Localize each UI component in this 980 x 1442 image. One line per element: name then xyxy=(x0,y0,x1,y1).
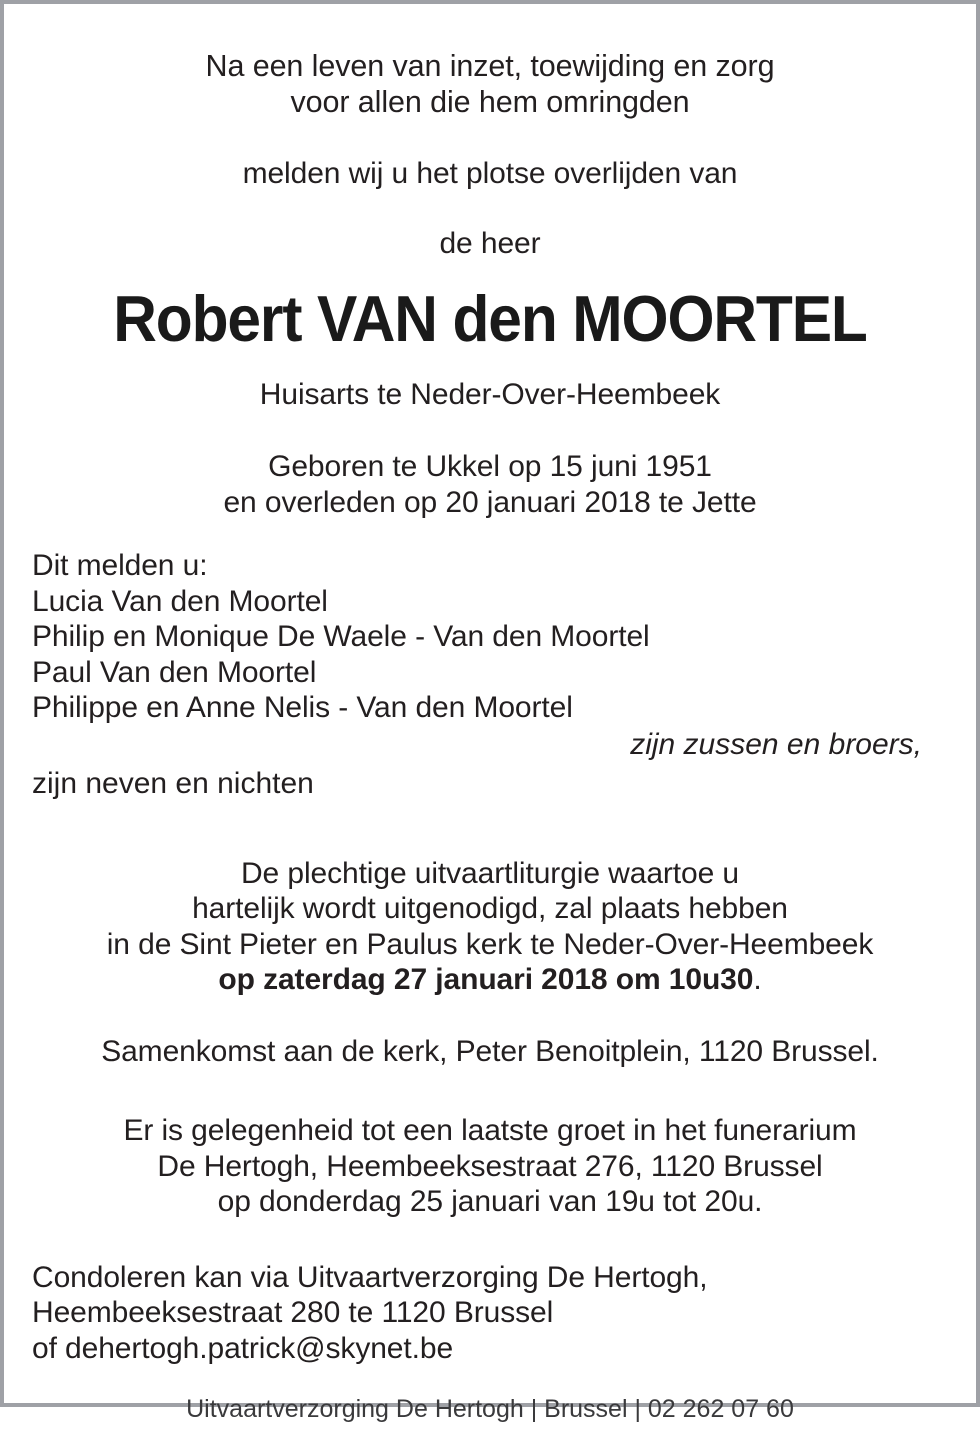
dates-block xyxy=(32,449,948,520)
liturgy-datetime-period: . xyxy=(753,963,762,996)
notice-body xyxy=(4,4,976,1366)
liturgy-line-2: hartelijk wordt uitgenodigd, zal plaats hebben xyxy=(192,892,788,925)
family-member: Paul Van den Moortel xyxy=(32,655,317,689)
announcement-block xyxy=(32,156,948,192)
intro-line-2: voor allen die hem omringden xyxy=(290,85,690,119)
funerarium-block xyxy=(32,1113,948,1220)
deceased-profession: Huisarts te Neder-Over-Heembeek xyxy=(259,378,721,411)
salutation-text: de heer xyxy=(439,226,541,260)
footer-text: Uitvaartverzorging De Hertogh | Brussel | 02 262 07 60 xyxy=(186,1395,794,1423)
liturgy-line-1: De plechtige uitvaartliturgie waartoe u xyxy=(240,856,740,890)
deceased-name: Robert VAN den MOORTEL xyxy=(113,282,867,355)
condolences-block xyxy=(32,1260,948,1367)
family-block xyxy=(32,548,948,802)
funerarium-line-1: Er is gelegenheid tot een laatste groet in het funerarium xyxy=(123,1114,857,1147)
announcement-line-1: melden wij u het plotse overlijden van xyxy=(242,157,738,190)
family-member: Philip en Monique De Waele - Van den Moortel xyxy=(32,620,650,653)
liturgy-datetime-bold: op zaterdag 27 januari 2018 om 10u30 xyxy=(218,963,754,996)
intro-block xyxy=(32,48,948,120)
death-line: en overleden op 20 januari 2018 te Jette xyxy=(223,485,757,519)
salutation-block xyxy=(32,226,948,262)
birth-line: Geboren te Ukkel op 15 juni 1951 xyxy=(268,450,712,483)
liturgy-datetime-line xyxy=(32,962,948,998)
family-member: Lucia Van den Moortel xyxy=(32,584,328,618)
family-relation-note: zijn zussen en broers, xyxy=(630,727,922,761)
gathering-line-1: Samenkomst aan de kerk, Peter Benoitplein, 1120 Brussel. xyxy=(101,1034,879,1068)
funerarium-line-2: De Hertogh, Heembeeksestraat 276, 1120 Brussel xyxy=(157,1149,823,1183)
family-extended: zijn neven en nichten xyxy=(32,767,314,800)
condolences-email: of dehertogh.patrick@skynet.be xyxy=(32,1331,454,1365)
gathering-block xyxy=(32,1034,948,1070)
funerarium-line-3: op donderdag 25 januari van 19u tot 20u. xyxy=(217,1185,763,1218)
liturgy-block xyxy=(32,856,948,998)
condolences-line-2: Heembeeksestraat 280 te 1120 Brussel xyxy=(32,1296,554,1329)
family-heading: Dit melden u: xyxy=(32,549,208,582)
family-member: Philippe en Anne Nelis - Van den Moortel xyxy=(32,691,573,724)
intro-line-1: Na een leven van inzet, toewijding en zorg xyxy=(205,49,775,83)
condolences-line-1: Condoleren kan via Uitvaartverzorging De Hertogh, xyxy=(32,1260,708,1294)
liturgy-line-3: in de Sint Pieter en Paulus kerk te Neder-Over-Heembeek xyxy=(106,927,874,961)
